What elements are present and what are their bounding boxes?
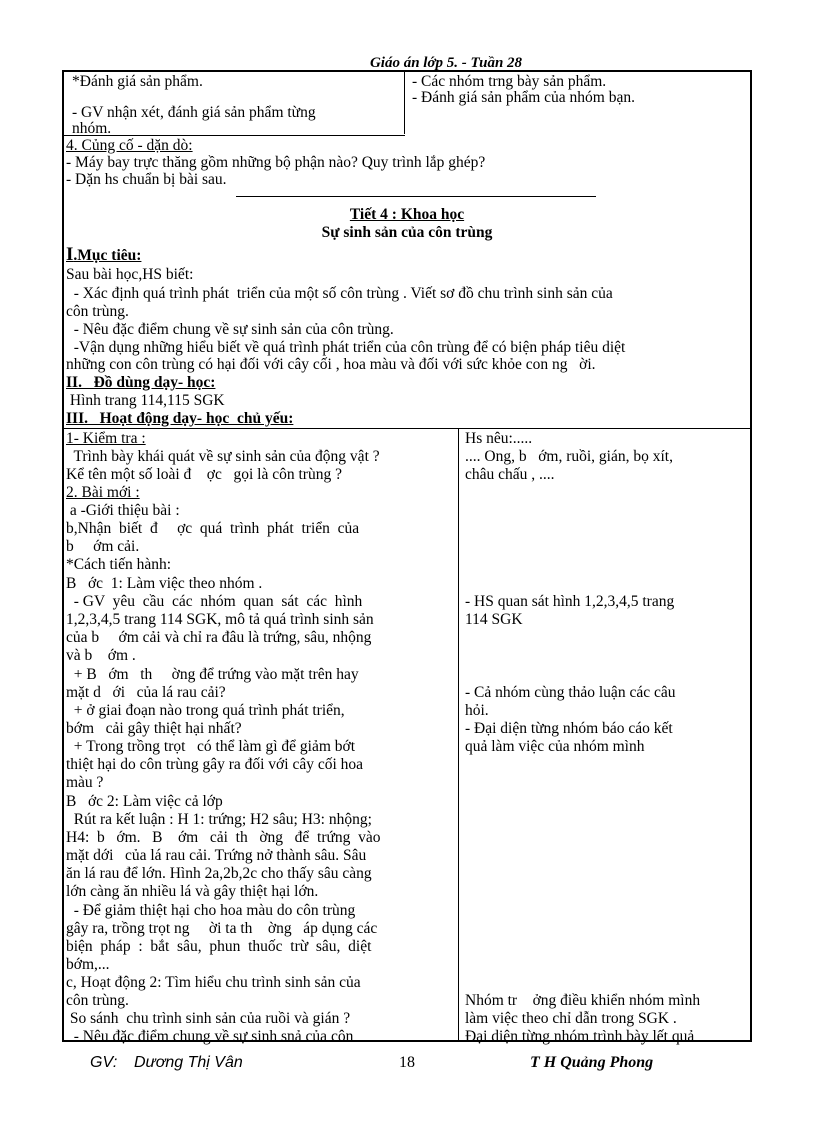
right-line: quả làm việc của nhóm mình <box>465 739 645 755</box>
top-left-line: nhóm. <box>72 120 112 137</box>
right-line: - HS quan sát hình 1,2,3,4,5 trang <box>465 594 675 610</box>
left-line: + ở giai đoạn nào trong quá trình phát triển, <box>66 703 345 719</box>
objectives-line: những con côn trùng có hại đối với cây cối , hoa màu và đối với sức khỏe con ng ời. <box>66 356 596 373</box>
lesson-subtitle: Sự sinh sản của côn trùng <box>321 224 493 241</box>
left-line: bớm cải gây thiệt hại nhất? <box>66 721 242 737</box>
left-line: biện pháp : bắt sâu, phun thuốc trừ sâu, diệt <box>66 939 372 955</box>
right-line: Nhóm tr ởng điều khiển nhóm mình <box>465 993 701 1009</box>
footer-page-number: 18 <box>399 1054 415 1071</box>
right-line: 114 SGK <box>465 612 523 628</box>
left-line: Rút ra kết luận : H 1: trứng; H2 sâu; H3: nhộng; <box>66 812 372 828</box>
footer-school: T H Quảng Phong <box>530 1054 654 1071</box>
left-line: *Cách tiến hành: <box>66 557 172 573</box>
consolidation-heading: 4. Củng cố - dặn dò: <box>66 137 193 154</box>
left-line: gây ra, trồng trọt ng ời ta th ờng áp dụng các <box>66 921 378 937</box>
left-line: - Nêu đặc điểm chung về sự sinh snả của côn <box>66 1029 354 1045</box>
consolidation-line: - Máy bay trực thăng gồm những bộ phận nào? Quy trình lắp ghép? <box>66 154 486 171</box>
top-right-line: - Các nhóm trng bày sản phẩm. <box>412 73 607 90</box>
left-line: mặt dới của lá rau cải. Trứng nở thành sâu. Sâu <box>66 848 367 864</box>
activities-table-divider <box>458 428 459 1041</box>
right-line: .... Ong, b ớm, ruồi, gián, bọ xít, <box>465 449 673 465</box>
right-line: - Cả nhóm cùng thảo luận các câu <box>465 685 676 701</box>
right-line: Đại diện từng nhóm trình bày lết quả <box>465 1029 695 1045</box>
left-line: + B ớm th ờng để trứng vào mặt trên hay <box>66 667 359 683</box>
right-line: Hs nêu:..... <box>465 431 533 447</box>
materials-heading: II. Đồ dùng dạy- học: <box>66 374 216 391</box>
objectives-numeral: I <box>66 244 74 265</box>
left-line: 1- Kiểm tra : <box>66 431 146 447</box>
left-line: c, Hoạt động 2: Tìm hiểu chu trình sinh sản của <box>66 975 361 991</box>
right-line: - Đại diện từng nhóm báo cáo kết <box>465 721 673 737</box>
objectives-line: - Xác định quá trình phát triển của một số côn trùng . Viết sơ đồ chu trình sinh sản của <box>66 285 613 302</box>
left-line: ăn lá rau để lớn. Hình 2a,2b,2c cho thấy sâu càng <box>66 866 372 882</box>
left-line: Kể tên một số loài đ ợc gọi là côn trùng ? <box>66 467 342 483</box>
left-line: - GV yêu cầu các nhóm quan sát các hình <box>66 594 363 610</box>
left-line: B ớc 2: Làm việc cả lớp <box>66 794 223 810</box>
left-line: 2. Bài mới : <box>66 485 140 501</box>
objectives-heading <box>66 244 142 265</box>
objectives-line: -Vận dụng những hiểu biết về quá trình phát triển của côn trùng để có biện pháp tiêu diệt <box>66 339 626 356</box>
right-line: châu chấu , .... <box>465 467 555 483</box>
left-line: mặt d ới của lá rau cải? <box>66 685 226 701</box>
left-line: bớm,... <box>66 957 110 973</box>
header-title: Giáo án lớp 5. - Tuần 28 <box>369 55 523 71</box>
left-line: B ớc 1: Làm việc theo nhóm . <box>66 576 263 592</box>
activities-table-top <box>62 428 752 429</box>
activities-heading: III. Hoạt động dạy- học chủ yếu: <box>66 410 294 427</box>
left-line: b,Nhận biết đ ợc quá trình phát triển của <box>66 521 360 537</box>
top-left-line: *Đánh giá sản phẩm. <box>72 73 203 90</box>
consolidation-line: - Dặn hs chuẩn bị bài sau. <box>66 171 227 188</box>
right-line: làm việc theo chỉ dẫn trong SGK . <box>465 1011 677 1027</box>
left-line: 1,2,3,4,5 trang 114 SGK, mô tả quá trình sinh sản <box>66 612 374 628</box>
top-table-divider <box>404 72 405 134</box>
objectives-title: .Mục tiêu: <box>73 247 142 264</box>
footer-gv-label: GV: <box>90 1054 118 1071</box>
left-line: b ớm cải. <box>66 539 140 555</box>
left-line: thiệt hại do côn trùng gây ra đối với cây cối hoa <box>66 757 364 773</box>
right-line: hỏi. <box>465 703 489 719</box>
left-line: và b ớm . <box>66 648 136 664</box>
left-line: Trình bày khái quát về sự sinh sản của động vật ? <box>66 449 380 465</box>
top-table-bottom <box>62 135 405 136</box>
top-right-line: - Đánh giá sản phẩm của nhóm bạn. <box>412 89 635 106</box>
left-line: màu ? <box>66 775 104 791</box>
left-line: So sánh chu trình sinh sản của ruồi và gián ? <box>66 1011 351 1027</box>
objectives-line: - Nêu đặc điểm chung về sự sinh sản của côn trùng. <box>66 321 394 338</box>
left-line: lớn càng ăn nhiều lá và gây thiệt hại lớn. <box>66 884 319 900</box>
top-left-line: - GV nhận xét, đánh giá sản phẩm từng <box>72 104 316 121</box>
separator-line <box>236 196 596 197</box>
left-line: H4: b ớm. B ớm cải th ờng để trứng vào <box>66 830 381 846</box>
left-line: a -Giới thiệu bài : <box>66 503 180 519</box>
left-line: - Để giảm thiệt hại cho hoa màu do côn trùng <box>66 903 356 919</box>
objectives-line: Sau bài học,HS biết: <box>66 266 194 283</box>
materials-line: Hình trang 114,115 SGK <box>66 392 225 409</box>
objectives-line: côn trùng. <box>66 303 129 320</box>
footer-gv-name: Dương Thị Vân <box>134 1054 243 1071</box>
lesson-title: Tiết 4 : Khoa học <box>349 206 465 223</box>
left-line: + Trong trồng trọt có thể làm gì để giảm bớt <box>66 739 356 755</box>
left-line: côn trùng. <box>66 993 129 1009</box>
left-line: của b ớm cải và chỉ ra đâu là trứng, sâu, nhộng <box>66 630 372 646</box>
